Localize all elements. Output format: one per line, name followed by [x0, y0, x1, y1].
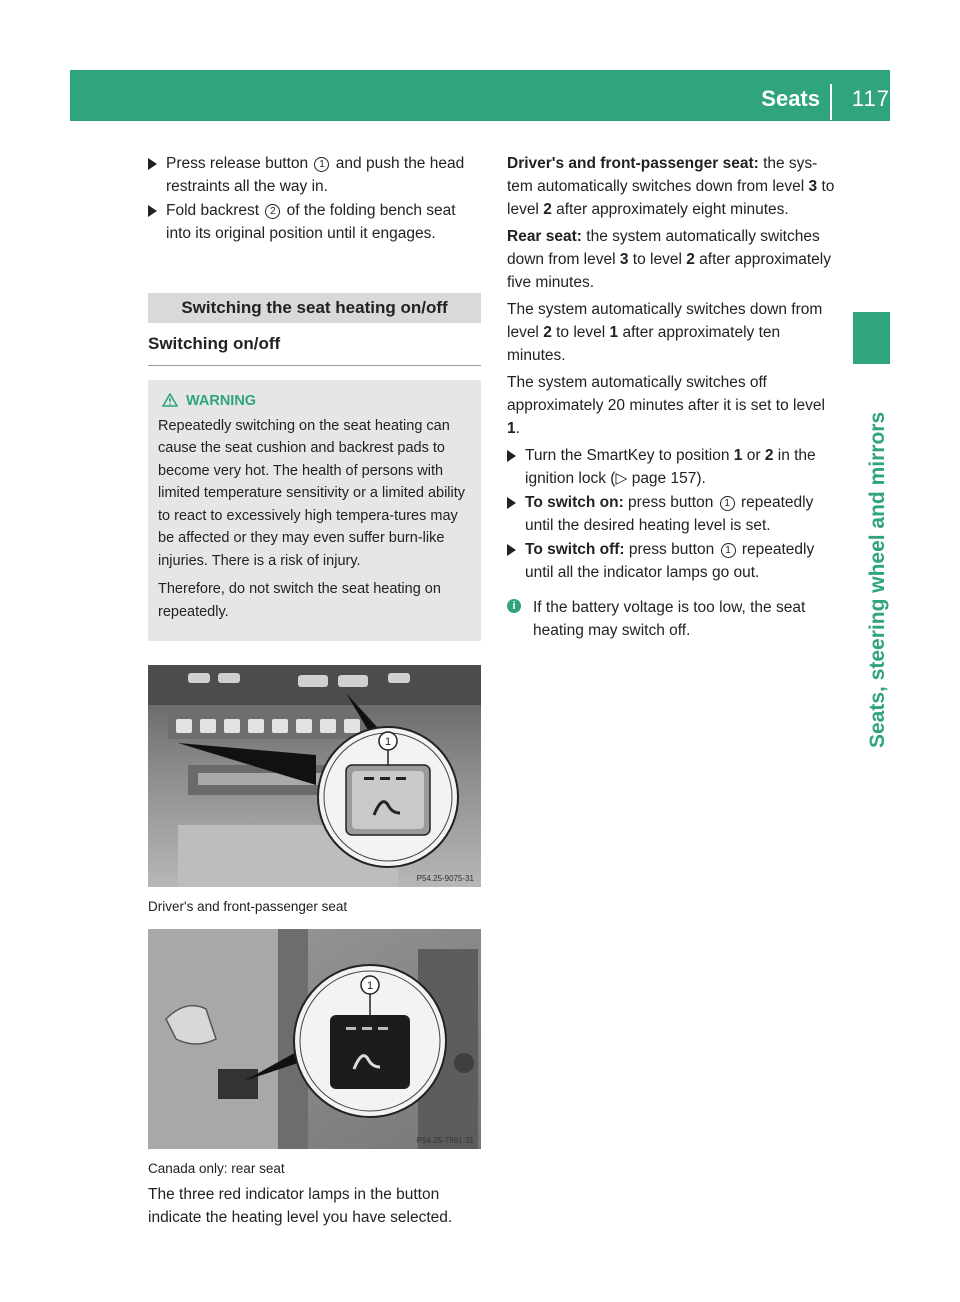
left-column	[148, 152, 481, 1229]
step-press-release	[148, 152, 481, 198]
warning-triangle-icon	[162, 393, 178, 407]
text: ).	[696, 470, 706, 487]
level-number: 2	[543, 324, 552, 341]
center-console-illustration	[148, 665, 481, 887]
warning-title-text: WARNING	[186, 393, 257, 409]
text: The system automatically switches off approximately 20 minutes after it is set to level	[507, 374, 825, 414]
text: The system automatically switches down from level	[507, 301, 823, 341]
figure-front-seat-heating	[148, 665, 481, 887]
step-text: and push the head restraints all the way in.	[166, 155, 465, 195]
text: or	[742, 447, 765, 464]
text: to level	[628, 251, 687, 268]
text: repeatedly until the desired heating level is set.	[525, 494, 814, 534]
warning-paragraph: Repeatedly switching on the seat heating can cause the seat cushion and backrest pads to become very hot. The health of persons with limited temperature sensitivity or a limited ability to react to excessively high tempera-tures may be affected or they may even suffer burn-like injuries. There is a risk of injury.	[158, 417, 466, 569]
text: the system automatically switches down from level	[507, 228, 820, 268]
text: .	[515, 420, 520, 437]
closing-paragraph: The three red indicator lamps in the button indicate the heating level you have selected.	[148, 1186, 453, 1226]
callout-number-icon: 1	[314, 157, 329, 172]
text: repeatedly until all the indicator lamps go out.	[525, 541, 815, 581]
figure-rear-seat-heating	[148, 929, 481, 1149]
header	[740, 84, 890, 114]
page-number: 117	[851, 86, 890, 111]
bold-label: To switch on:	[525, 494, 624, 511]
step-fold-backrest	[148, 199, 481, 245]
side-tab	[853, 312, 890, 364]
level-number: 3	[808, 178, 818, 195]
callout-number-icon: 1	[721, 543, 736, 558]
step-arrow-icon	[148, 205, 157, 217]
level-number: 1	[609, 324, 619, 341]
paragraph-switch-off	[507, 371, 837, 440]
text: in the ignition lock (	[525, 447, 816, 487]
position-number: 2	[764, 447, 774, 464]
figure-callout-number: 1	[366, 980, 374, 992]
position-number: 1	[733, 447, 743, 464]
warning-title	[162, 390, 473, 413]
level-number: 2	[543, 201, 552, 218]
side-chapter-title	[853, 380, 890, 760]
callout-number-icon: 1	[720, 496, 735, 511]
paragraph-rear-seat	[507, 225, 837, 294]
text: to level	[507, 178, 835, 218]
figure-caption: Driver's and front-passenger seat	[148, 899, 348, 914]
text: after approximately ten minutes.	[507, 324, 781, 364]
paragraph-switch-down	[507, 298, 837, 367]
figure-code: P54.25-9075-31	[416, 874, 474, 883]
section-title: Seats	[761, 86, 820, 111]
warning-box	[148, 380, 481, 641]
info-icon: i	[507, 599, 521, 613]
step-text: of the folding bench seat into its original position until it engages.	[166, 202, 456, 242]
text: after approximately eight minutes.	[551, 201, 789, 218]
text: press button	[623, 494, 714, 511]
warning-paragraph: Therefore, do not switch the seat heating on repeatedly.	[158, 581, 441, 620]
sub-heading: Switching on/off	[148, 331, 481, 366]
info-note	[507, 596, 837, 642]
bold-label: Rear seat:	[507, 228, 582, 245]
text: after approximately five minutes.	[507, 251, 831, 291]
info-text: If the battery voltage is too low, the seat heating may switch off.	[533, 599, 806, 639]
step-arrow-icon	[148, 158, 157, 170]
figure-callout-number: 1	[384, 736, 392, 748]
text: the sys-tem automatically switches down from level	[507, 155, 818, 195]
right-column	[507, 152, 837, 642]
step-text: Fold backrest	[166, 202, 260, 219]
level-number: 3	[619, 251, 629, 268]
section-heading: Switching the seat heating on/off	[148, 293, 481, 323]
bold-label: Driver's and front-passenger seat:	[507, 155, 759, 172]
rear-door-illustration	[148, 929, 481, 1149]
step-arrow-icon	[507, 450, 516, 462]
page-reference-link[interactable]: ▷ page 157	[615, 470, 697, 487]
paragraph-front-seat	[507, 152, 837, 221]
text: to level	[551, 324, 610, 341]
level-number: 2	[686, 251, 695, 268]
level-number: 1	[507, 420, 516, 437]
side-chapter-title-text: Seats, steering wheel and mirrors	[866, 411, 889, 748]
bold-label: To switch off:	[525, 541, 625, 558]
step-turn-smartkey	[507, 444, 837, 490]
step-switch-off	[507, 538, 837, 584]
figure-caption: Canada only: rear seat	[148, 1161, 285, 1176]
step-arrow-icon	[507, 497, 516, 509]
callout-number-icon: 2	[265, 204, 280, 219]
text: press button	[624, 541, 715, 558]
figure-code: P54.25-7991-31	[416, 1136, 474, 1145]
step-arrow-icon	[507, 544, 516, 556]
step-switch-on	[507, 491, 837, 537]
step-text: Press release button	[166, 155, 309, 172]
header-divider	[830, 84, 832, 120]
text: Turn the SmartKey to position	[525, 447, 734, 464]
